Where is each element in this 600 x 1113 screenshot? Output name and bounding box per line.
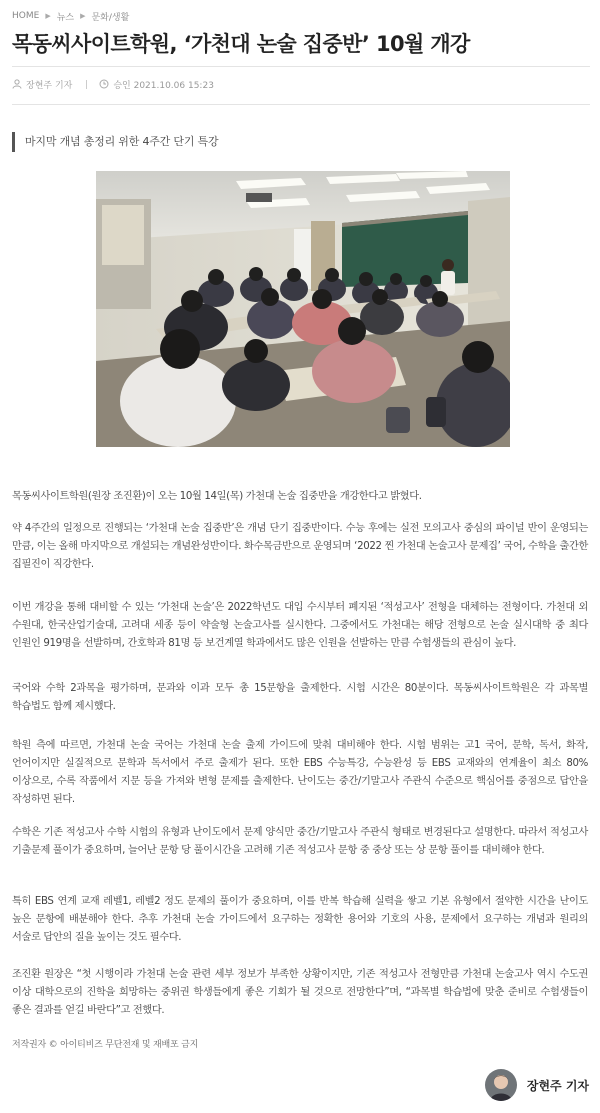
article-paragraph: 약 4주간의 일정으로 진행되는 ‘가천대 논술 집중반’은 개념 단기 집중반이다. 수능 후에는 실전 모의고사 중심의 파이널 반이 운영되는 만큼, 이는 올해 마지막으로 개설되는 개념완성반이다. 화수목금반으로 운영되며 ‘2022 찐 가천대 논술고사 문제집’ 국어, 수학을 출간한 집필진이 직강한다. [12, 523, 588, 570]
meta-separator [86, 80, 87, 89]
breadcrumb-news[interactable]: 뉴스 [56, 12, 75, 23]
article-paragraph: 수학은 기존 적성고사 수학 시험의 유형과 난이도에서 문제 양식만 중간/기말고사 주관식 형태로 변경된다고 설명한다. 따라서 적성고사 기출문제 풀이가 중요하며, 늘어난 문항 당 풀이시간을 고려해 기존 적성고사 문항 중 중상 또는 상 문항 풀이를 대비해야 한다. [12, 827, 588, 856]
approved-time: 승인 2021.10.06 15:23 [113, 80, 214, 91]
time-meta [99, 78, 214, 91]
article-paragraph: 목동씨사이트학원(원장 조진환)이 오는 10월 14일(목) 가천대 논술 집중반을 개강한다고 밝혔다. [12, 491, 422, 502]
reporter-card[interactable] [485, 1068, 589, 1102]
reporter-name[interactable]: 장현주 기자 [526, 1078, 589, 1093]
article-subtitle: 마지막 개념 총정리 위한 4주간 단기 특강 [12, 132, 218, 152]
chevron-right-icon: ▶ [45, 12, 51, 20]
clock-icon [99, 79, 109, 89]
article-paragraph: 국어와 수학 2과목을 평가하며, 문과와 이과 모두 총 15문항을 출제한다. 시험 시간은 80분이다. 목동씨사이트학원은 각 과목별 학습법도 함께 제시했다. [12, 683, 588, 712]
copyright-notice: 저작권자 © 아이티비즈 무단전재 및 재배포 금지 [12, 1040, 199, 1050]
article-paragraph: 이번 개강을 통해 대비할 수 있는 ‘가천대 논술’은 2022학년도 대입 수시부터 폐지된 ‘적성고사’ 전형을 대체하는 전형이다. 가천대 외 수원대, 한국산업기술대, 고려대 세종 등이 약술형 논술고사를 실시한다. 그중에서도 가천대는 해당 전형으로 논술 실시대학 중 최다 인원인 919명을 선발하며, 간호학과 81명 등 보건계열 학과에서도 많은 인원을 선발하는 만큼 수험생들의 관심이 높다. [12, 602, 588, 649]
person-icon [12, 79, 22, 89]
chevron-right-icon: ▶ [80, 12, 86, 20]
article-paragraph: 특히 EBS 연계 교재 레벨1, 레벨2 정도 문제의 풀이가 중요하며, 이를 반복 학습해 실력을 쌓고 기본 유형에서 절약한 시간을 난이도 높은 문항에 배분해야 한다. 추후 가천대 논술 가이드에서 요구하는 정확한 용어와 기호의 사용, 문제에서 요구하는 개념과 원리의 서술로 답안의 질을 높이는 것도 필수다. [12, 896, 588, 943]
article-paragraph: 학원 측에 따르면, 가천대 논술 국어는 가천대 논술 출제 가이드에 맞춰 대비해야 한다. 시험 범위는 고1 국어, 문학, 독서, 화작, 언어이지만 실질적으로 문학과 독서에서 주로 출제가 된다. 또한 EBS 수능특강, 수능완성 등 EBS 교재와의 연계율이 최소 80% 이상으로, 수록 작품에서 지문 등을 가져와 변형 문제를 출제한다. 난이도는 중간/기말고사 주관식 수준으로 핵심어를 중점으로 답안을 작성하면 된다. [12, 740, 588, 805]
author-meta [12, 78, 72, 91]
breadcrumb [12, 9, 129, 23]
divider [12, 66, 590, 67]
article-photo [96, 171, 510, 447]
reporter-avatar [485, 1069, 517, 1101]
divider [12, 104, 590, 105]
breadcrumb-culture[interactable]: 문화/생활 [91, 12, 130, 23]
article-meta [12, 77, 214, 91]
breadcrumb-home[interactable]: HOME [12, 11, 40, 21]
article-title: 목동씨사이트학원, ‘가천대 논술 집중반’ 10월 개강 [12, 32, 470, 56]
article-paragraph: 조진환 원장은 “첫 시행이라 가천대 논술 관련 세부 정보가 부족한 상황이지만, 기존 적성고사 전형만큼 가천대 논술고사 역시 수도권 이상 대학으로의 진학을 희망하는 중위권 학생들에게 좋은 기회가 될 것으로 전망한다”며, “과목별 학습법에 맞춘 준비로 수험생들이 좋은 결과를 얻길 바란다”고 전했다. [12, 969, 588, 1016]
author-name[interactable]: 장현주 기자 [26, 80, 73, 91]
